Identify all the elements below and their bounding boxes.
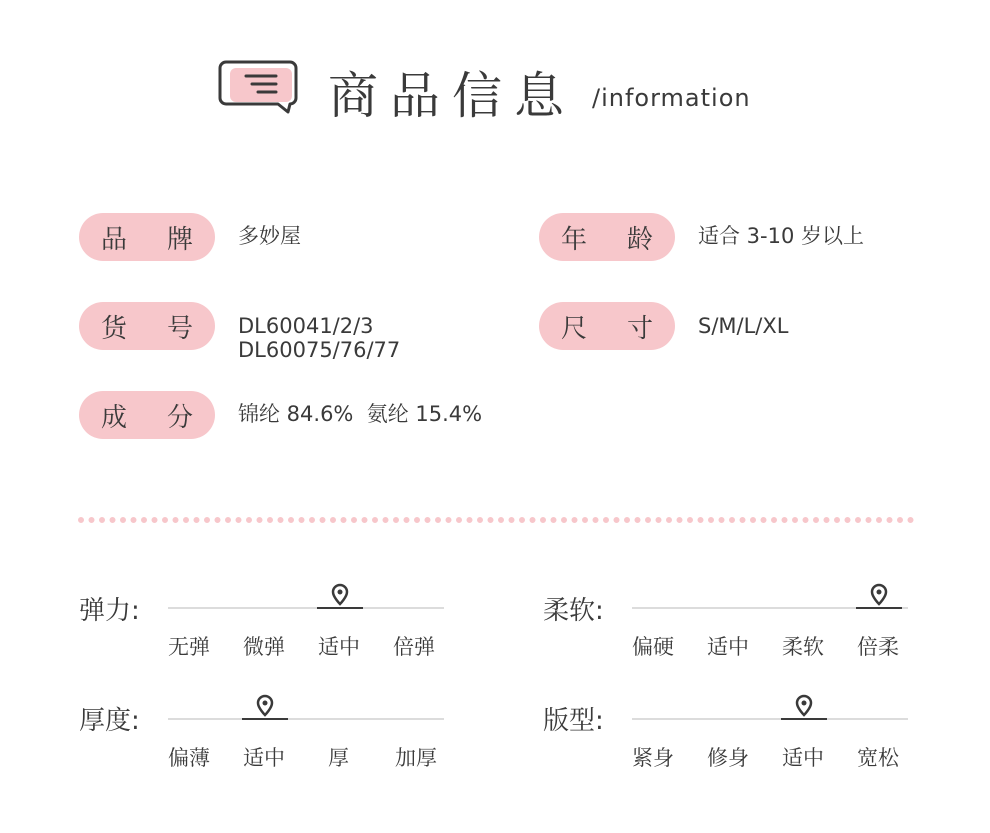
speech-bubble-icon	[218, 58, 300, 114]
elasticity-option-4: 倍弹	[393, 635, 435, 659]
thickness-option-4: 加厚	[395, 746, 437, 770]
brand-label-char-2: 牌	[166, 224, 193, 255]
softness-label: 柔软:	[543, 596, 604, 626]
fit-option-3: 适中	[782, 746, 824, 770]
composition-label-char-1: 成	[101, 402, 128, 433]
item-no-label-pill	[79, 302, 215, 350]
brand-label-pill	[79, 213, 215, 261]
fit-track	[632, 718, 908, 720]
age-label-char-1: 年	[561, 224, 588, 255]
composition-value: 锦纶 84.6% 氨纶 15.4%	[238, 402, 483, 426]
thickness-selected-marker	[242, 718, 288, 720]
page-subtitle: /information	[592, 84, 751, 112]
brand-value: 多妙屋	[238, 224, 301, 248]
header	[0, 0, 990, 160]
softness-option-4: 倍柔	[857, 635, 899, 659]
thickness-option-2: 适中	[243, 746, 285, 770]
thickness-option-1: 偏薄	[168, 746, 210, 770]
elasticity-option-1: 无弹	[168, 635, 210, 659]
size-label-pill	[539, 302, 675, 350]
thickness-track	[168, 718, 444, 720]
elasticity-label: 弹力:	[79, 596, 140, 626]
composition-label-char-2: 分	[166, 402, 193, 433]
elasticity-track	[168, 607, 444, 609]
item-no-value-line-2: DL60075/76/77	[238, 338, 401, 362]
size-label-char-1: 尺	[561, 313, 588, 344]
fit-label: 版型:	[543, 706, 604, 736]
thickness-label: 厚度:	[79, 706, 140, 736]
size-value: S/M/L/XL	[698, 314, 789, 338]
softness-option-2: 适中	[707, 635, 749, 659]
location-pin-icon	[255, 694, 275, 718]
age-label-pill	[539, 213, 675, 261]
softness-option-3: 柔软	[782, 635, 824, 659]
brand-label-char-1: 品	[101, 224, 128, 255]
elasticity-option-2: 微弹	[243, 635, 285, 659]
item-no-label-char-1: 货	[101, 313, 128, 344]
size-label-char-2: 寸	[626, 313, 653, 344]
elasticity-selected-marker	[317, 607, 363, 609]
fit-selected-marker	[781, 718, 827, 720]
elasticity-option-3: 适中	[318, 635, 360, 659]
dotted-divider	[78, 516, 924, 524]
fit-option-1: 紧身	[632, 746, 674, 770]
age-label-char-2: 龄	[626, 224, 653, 255]
item-no-label-char-2: 号	[166, 313, 193, 344]
fit-option-4: 宽松	[857, 746, 899, 770]
softness-option-1: 偏硬	[632, 635, 674, 659]
thickness-option-3: 厚	[328, 746, 349, 770]
fit-option-2: 修身	[707, 746, 749, 770]
location-pin-icon	[330, 583, 350, 607]
location-pin-icon	[869, 583, 889, 607]
composition-label-pill	[79, 391, 215, 439]
item-no-value	[238, 314, 400, 362]
softness-selected-marker	[856, 607, 902, 609]
location-pin-icon	[794, 694, 814, 718]
item-no-value-line-1: DL60041/2/3	[238, 314, 374, 338]
page-title: 商品信息	[328, 67, 576, 125]
age-value: 适合 3-10 岁以上	[698, 224, 865, 248]
